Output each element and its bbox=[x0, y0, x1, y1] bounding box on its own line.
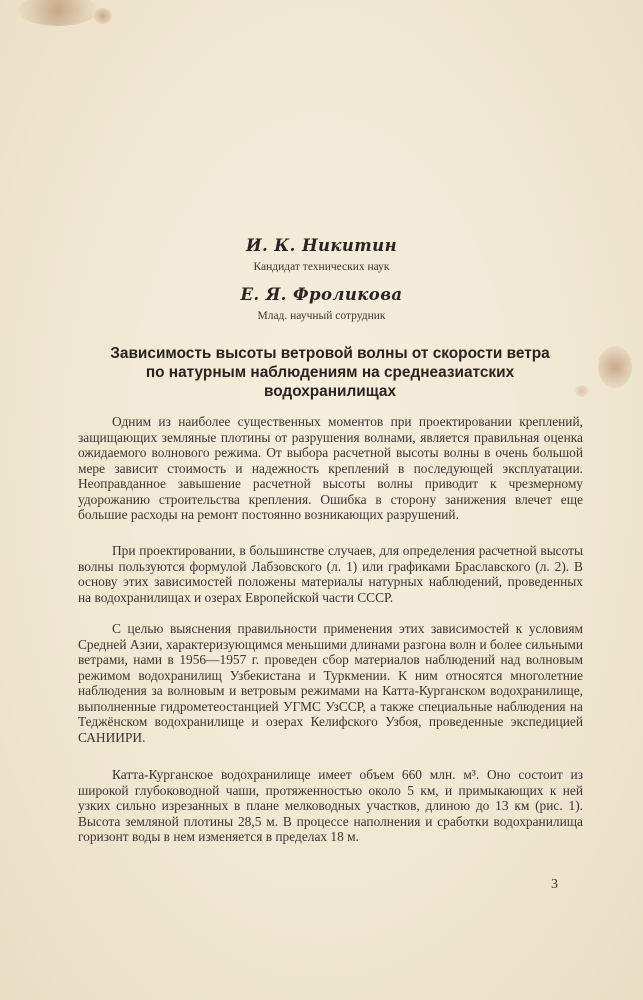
paper-stain bbox=[18, 0, 98, 26]
paragraph: При проектировании, в большинстве случаев, для определения расчетной высоты волны пользуются формулой Лабзовского (л. 1) или графиками Браславского (л. 2). В основу этих зависимостей положены материалы натурных наблюдений, проведенных на водохранилищах и озерах Европейской части СССР. bbox=[78, 543, 583, 605]
article-title bbox=[60, 344, 600, 401]
paragraph: С целью выяснения правильности применения этих зависимостей к условиям Средней Азии, характеризующимся меньшими длинами разгона волн и более сильными ветрами, нами в 1956—1957 г. проведен сбор материалов наблюдений над волновым режимом водохранилищ Узбекистана и Туркмении. К ним относятся многолетние наблюдения за волновым и ветровым режимами на Катта-Курганском водохранилище, выполненные гидрометеостанцией УГМС УзССР, а также специальные наблюдения на Теджёнском водохранилище и озерах Келифского Узбоя, проведенные экспедицией САНИИРИ. bbox=[78, 621, 583, 745]
paper-stain bbox=[94, 8, 112, 24]
paragraph: Одним из наиболее существенных моментов при проектировании креплений, защищающих земляные плотины от разрушения волнами, является правильная оценка ожидаемого волнового режима. От выбора расчетной высоты волны в очень большой мере зависит стоимость и надежность креплений в последующей эксплуатации. Неоправданное завышение расчетной высоты волны приводит к чрезмерному удорожанию строительства крепления. Ошибка в сторону занижения влечет еще большие расходы на ремонт постоянно возникающих разрушений. bbox=[78, 414, 583, 522]
article-body bbox=[78, 767, 583, 845]
article-title-line: Зависимость высоты ветровой волны от скорости ветра bbox=[110, 345, 550, 362]
author-block bbox=[0, 236, 643, 273]
article-title-line: по натурным наблюдениям на среднеазиатских bbox=[145, 364, 515, 381]
page-number: 3 bbox=[551, 877, 558, 892]
author-title: Млад. научный сотрудник bbox=[257, 310, 386, 322]
author-name: Е. Я. Фроликова bbox=[240, 285, 403, 304]
article-title-line: водохранилищах bbox=[263, 383, 397, 400]
paper-stain bbox=[598, 346, 632, 388]
author-block bbox=[0, 285, 643, 322]
author-name: И. К. Никитин bbox=[245, 236, 397, 255]
article-body bbox=[78, 543, 583, 605]
paragraph: Катта-Курганское водохранилище имеет объем 660 млн. м³. Оно состоит из широкой глубоководной чаши, протяженностью около 5 км, и примыкающих к ней узких сильно изрезанных в плане мелководных участков, длиною до 13 км (рис. 1). Высота земляной плотины 28,5 м. В процессе наполнения и сработки водохранилища горизонт воды в нем изменяется в пределах 18 м. bbox=[78, 767, 583, 844]
article-body bbox=[78, 414, 583, 523]
article-body bbox=[78, 621, 583, 745]
author-title: Кандидат технических наук bbox=[253, 261, 390, 273]
